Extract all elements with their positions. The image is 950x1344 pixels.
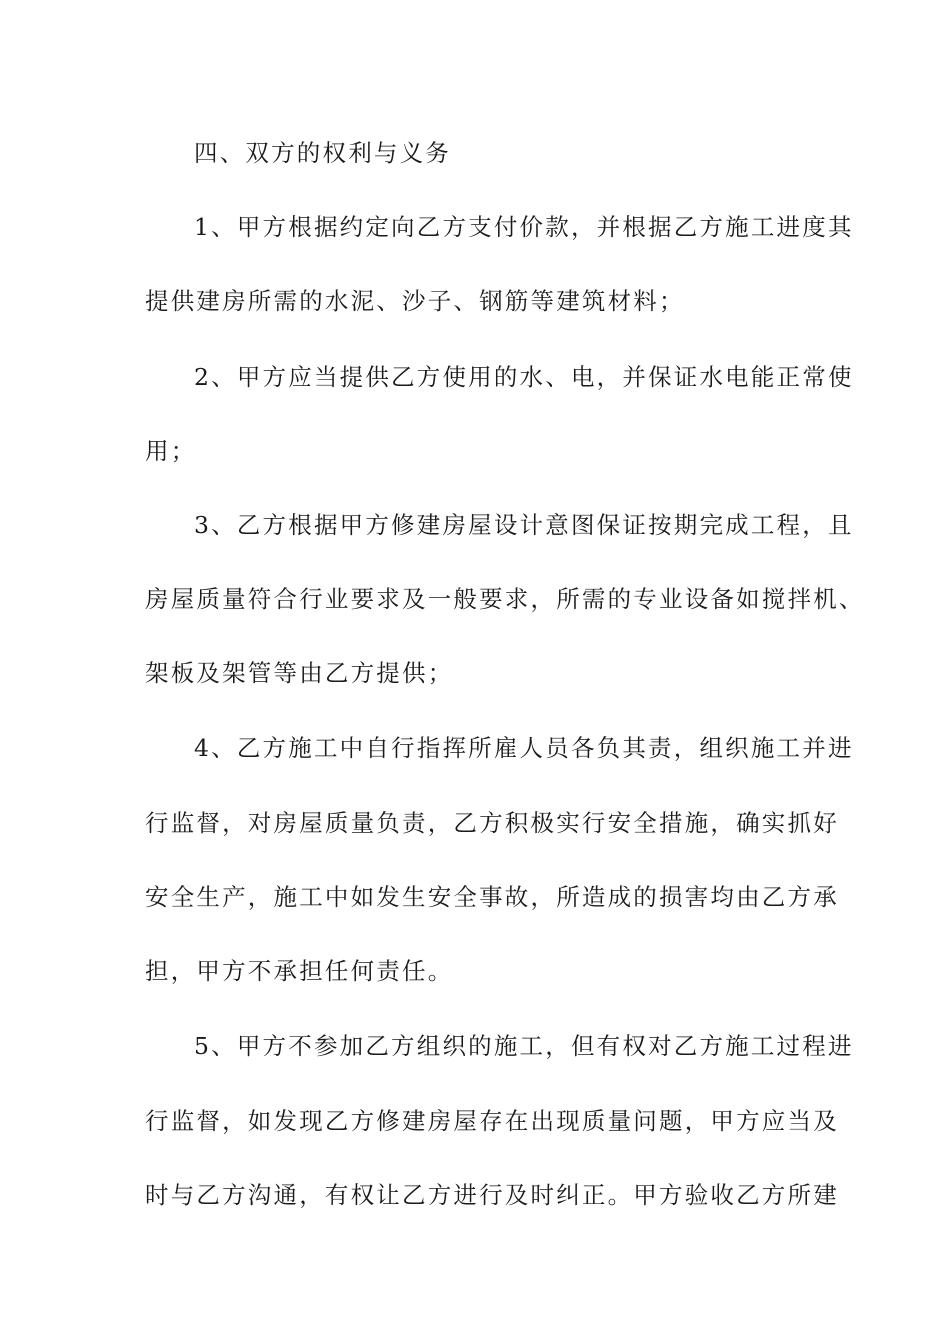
- section-heading: 四、双方的权利与义务: [194, 139, 451, 167]
- clause-3-line-2: 房屋质量符合行业要求及一般要求，所需的专业设备如搅拌机、: [145, 585, 865, 613]
- clause-2-line-1: 2、甲方应当提供乙方使用的水、电，并保证水电能正常使: [194, 363, 854, 391]
- clause-4-line-4: 担，甲方不承担任何责任。: [145, 957, 454, 985]
- clause-2-line-2: 用；: [145, 437, 197, 465]
- clause-3-line-1: 3、乙方根据甲方修建房屋设计意图保证按期完成工程，且: [194, 511, 854, 539]
- clause-1-line-2: 提供建房所需的水泥、沙子、钢筋等建筑材料；: [145, 287, 685, 315]
- clause-3-line-3: 架板及架管等由乙方提供；: [145, 659, 454, 687]
- clause-4-line-2: 行监督，对房屋质量负责，乙方积极实行安全措施，确实抓好: [145, 809, 839, 837]
- clause-5-line-1: 5、甲方不参加乙方组织的施工，但有权对乙方施工过程进: [194, 1032, 854, 1060]
- clause-1-line-1: 1、甲方根据约定向乙方支付价款，并根据乙方施工进度其: [194, 213, 854, 241]
- clause-4-line-3: 安全生产，施工中如发生安全事故，所造成的损害均由乙方承: [145, 883, 839, 911]
- clause-4-line-1: 4、乙方施工中自行指挥所雇人员各负其责，组织施工并进: [194, 734, 854, 762]
- clause-5-line-3: 时与乙方沟通，有权让乙方进行及时纠正。甲方验收乙方所建: [145, 1181, 839, 1209]
- clause-5-line-2: 行监督，如发现乙方修建房屋存在出现质量问题，甲方应当及: [145, 1107, 839, 1135]
